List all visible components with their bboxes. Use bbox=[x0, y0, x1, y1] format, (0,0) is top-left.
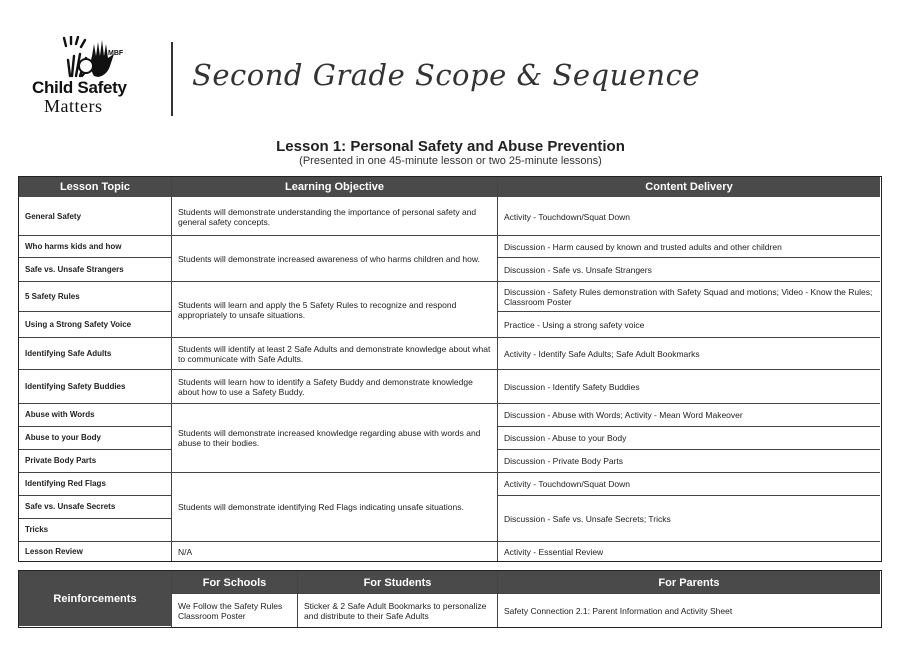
topic-cell: Identifying Red Flags bbox=[25, 479, 106, 488]
objective-cell: Students will demonstrate increased awareness of who harms children and how. bbox=[178, 253, 480, 264]
topic-cell: Identifying Safe Adults bbox=[25, 348, 112, 358]
lesson-subtitle: (Presented in one 45-minute lesson or two 25-minute lessons) bbox=[299, 155, 602, 167]
objective-cell: Students will demonstrate increased knowledge regarding abuse with words and abuse to their bodies. bbox=[178, 428, 481, 448]
reinforcements-label: Reinforcements bbox=[19, 571, 171, 626]
topic-cell: 5 Safety Rules bbox=[25, 291, 80, 301]
objective-cell: Students will demonstrate understanding the importance of personal safety and general safety concepts. bbox=[178, 206, 477, 227]
topic-cell: Abuse with Words bbox=[25, 410, 95, 419]
students-cell: Sticker & 2 Safe Adult Bookmarks to personalize and distribute to their Safe Adults bbox=[304, 600, 487, 621]
header-divider bbox=[171, 42, 173, 116]
delivery-cell: Discussion - Abuse to your Body bbox=[504, 433, 627, 443]
objective-cell: Students will learn how to identify a Safety Buddy and demonstrate knowledge about how to use a Safety Buddy. bbox=[178, 376, 473, 397]
column-header-parents: For Parents bbox=[498, 571, 880, 593]
delivery-cell: Discussion - Safe vs. Unsafe Secrets; Tricks bbox=[504, 513, 671, 524]
objective-cell: Students will learn and apply the 5 Safety Rules to recognize and respond appropriately to unsafe situations. bbox=[178, 299, 457, 320]
topic-cell: Private Body Parts bbox=[25, 456, 97, 465]
scope-sequence-table bbox=[18, 176, 882, 562]
schools-cell: We Follow the Safety Rules Classroom Poster bbox=[178, 600, 283, 621]
objective-cell: Students will demonstrate identifying Red Flags indicating unsafe situations. bbox=[178, 502, 464, 512]
topic-cell: Lesson Review bbox=[25, 546, 83, 556]
handprints-icon bbox=[58, 36, 128, 80]
delivery-cell: Discussion - Safe vs. Unsafe Strangers bbox=[504, 264, 652, 275]
delivery-cell: Activity - Touchdown/Squat Down bbox=[504, 211, 630, 222]
delivery-cell: Discussion - Abuse with Words; Activity - Mean Word Makeover bbox=[504, 410, 743, 420]
document-title: Second Grade Scope & Sequence bbox=[192, 58, 701, 92]
lesson-title: Lesson 1: Personal Safety and Abuse Prevention bbox=[276, 138, 625, 155]
delivery-cell: Activity - Identify Safe Adults; Safe Adult Bookmarks bbox=[504, 348, 700, 359]
column-header-delivery: Content Delivery bbox=[498, 177, 880, 197]
column-header-topic: Lesson Topic bbox=[19, 177, 171, 197]
objective-cell: N/A bbox=[178, 546, 193, 557]
logo-sub: Matters bbox=[44, 96, 103, 116]
topic-cell: Abuse to your Body bbox=[25, 433, 102, 442]
delivery-cell: Discussion - Private Body Parts bbox=[504, 456, 624, 466]
topic-cell: General Safety bbox=[25, 211, 82, 221]
parents-cell: Safety Connection 2.1: Parent Information and Activity Sheet bbox=[504, 605, 733, 616]
topic-cell: Identifying Safety Buddies bbox=[25, 381, 126, 391]
topic-cell: Tricks bbox=[25, 525, 49, 534]
delivery-cell: Activity - Essential Review bbox=[504, 546, 604, 557]
delivery-cell: Discussion - Identify Safety Buddies bbox=[504, 381, 640, 392]
topic-cell: Safe vs. Unsafe Strangers bbox=[25, 264, 124, 274]
reinforcements-table bbox=[18, 570, 882, 628]
delivery-cell: Activity - Touchdown/Squat Down bbox=[504, 479, 630, 489]
topic-cell: Using a Strong Safety Voice bbox=[25, 319, 132, 329]
logo-mark: MBF bbox=[108, 50, 124, 57]
column-header-schools: For Schools bbox=[172, 571, 297, 593]
logo bbox=[28, 36, 158, 118]
column-header-students: For Students bbox=[298, 571, 497, 593]
topic-cell: Who harms kids and how bbox=[25, 241, 122, 251]
objective-cell: Students will identify at least 2 Safe Adults and demonstrate knowledge about what to communicate with Safe Adults. bbox=[178, 343, 491, 364]
delivery-cell: Practice - Using a strong safety voice bbox=[504, 319, 645, 330]
topic-cell: Safe vs. Unsafe Secrets bbox=[25, 502, 116, 511]
delivery-cell: Discussion - Safety Rules demonstration with Safety Squad and motions; Video - Know the Rules; Classroom Poster bbox=[504, 286, 873, 307]
delivery-cell: Discussion - Harm caused by known and trusted adults and other children bbox=[504, 241, 782, 252]
logo-name: Child Safety bbox=[32, 78, 127, 97]
column-header-objective: Learning Objective bbox=[172, 177, 497, 197]
